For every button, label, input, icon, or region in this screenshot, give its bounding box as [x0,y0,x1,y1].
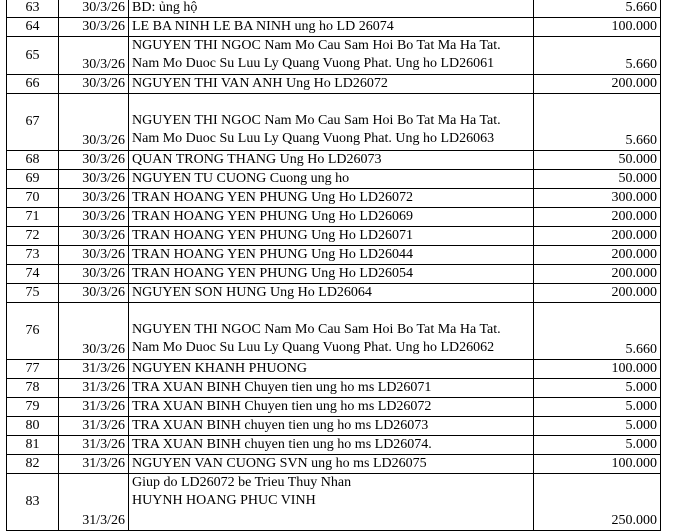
row-number: 77 [7,360,59,379]
row-number: 72 [7,227,59,246]
table-row [7,436,661,455]
table-row [7,360,661,379]
table-row [7,227,661,246]
description-line: TRAN HOANG YEN PHUNG Ung Ho LD26054 [132,266,414,281]
transaction-description [129,246,534,265]
description-line: Nam Mo Duoc Su Luu Ly Quang Vuong Phat. Ung ho LD26063 [132,131,495,146]
table-row [7,265,661,284]
transaction-description [129,75,534,94]
description-line: QUAN TRONG THANG Ung Ho LD26073 [132,152,382,167]
transaction-description [129,436,534,455]
description-line: TRA XUAN BINH chuyen tien ung ho ms LD26073 [132,418,429,433]
transaction-amount: 200.000 [534,75,661,94]
transaction-description [129,208,534,227]
description-line: NGUYEN KHANH PHUONG [132,361,307,376]
transaction-date: 30/3/26 [59,37,129,75]
table-row [7,208,661,227]
transaction-date: 30/3/26 [59,151,129,170]
table-row [7,303,661,360]
table-row [7,474,661,531]
description-line: Giup do LD26072 be Trieu Thuy Nhan [132,475,352,490]
transaction-amount: 100.000 [534,360,661,379]
transaction-date: 30/3/26 [59,303,129,360]
row-number: 76 [7,303,59,360]
table-row [7,455,661,474]
description-line: NGUYEN TU CUONG Cuong ung ho [132,171,350,186]
ledger-body [7,0,661,531]
transaction-date: 30/3/26 [59,75,129,94]
table-row [7,94,661,151]
row-number: 67 [7,94,59,151]
row-number: 82 [7,455,59,474]
transaction-description [129,265,534,284]
description-line: LE BA NINH LE BA NINH ung ho LD 26074 [132,19,394,34]
row-number: 66 [7,75,59,94]
table-row [7,379,661,398]
transaction-amount: 5.000 [534,436,661,455]
transaction-description [129,18,534,37]
transaction-description [129,37,534,75]
transaction-description [129,303,534,360]
transaction-date: 30/3/26 [59,208,129,227]
transaction-description [129,227,534,246]
table-row [7,0,661,18]
description-line: TRAN HOANG YEN PHUNG Ung Ho LD26071 [132,228,414,243]
transaction-amount: 200.000 [534,208,661,227]
transaction-amount: 50.000 [534,170,661,189]
transaction-date: 31/3/26 [59,436,129,455]
transaction-description [129,360,534,379]
row-number: 78 [7,379,59,398]
transaction-amount: 5.660 [534,37,661,75]
transaction-description [129,170,534,189]
description-line: Nam Mo Duoc Su Luu Ly Quang Vuong Phat. Ung ho LD26062 [132,340,495,355]
description-line: TRA XUAN BINH chuyen tien ung ho ms LD26074. [132,437,432,452]
description-line: TRA XUAN BINH Chuyen tien ung ho ms LD26071 [132,380,432,395]
transaction-amount: 5.000 [534,398,661,417]
description-line: TRAN HOANG YEN PHUNG Ung Ho LD26069 [132,209,414,224]
transaction-date: 31/3/26 [59,455,129,474]
row-number: 73 [7,246,59,265]
transaction-date: 30/3/26 [59,18,129,37]
description-line: BD: ủng hộ [132,0,198,15]
transaction-amount: 200.000 [534,227,661,246]
transaction-description [129,189,534,208]
transaction-amount: 5.000 [534,417,661,436]
transaction-date: 30/3/26 [59,94,129,151]
description-line: Nam Mo Duoc Su Luu Ly Quang Vuong Phat. Ung ho LD26061 [132,56,495,71]
row-number: 69 [7,170,59,189]
description-line: TRA XUAN BINH Chuyen tien ung ho ms LD26072 [132,399,432,414]
row-number: 81 [7,436,59,455]
description-line: NGUYEN THI NGOC Nam Mo Cau Sam Hoi Bo Tat Ma Ha Tat. [132,322,501,337]
transaction-amount: 5.660 [534,303,661,360]
donation-ledger-table [6,0,661,531]
row-number: 64 [7,18,59,37]
transaction-amount: 200.000 [534,265,661,284]
transaction-description [129,455,534,474]
row-number: 74 [7,265,59,284]
transaction-description [129,94,534,151]
transaction-description [129,284,534,303]
transaction-date: 31/3/26 [59,360,129,379]
transaction-amount: 5.000 [534,379,661,398]
table-row [7,151,661,170]
table-row [7,18,661,37]
row-number: 65 [7,37,59,75]
transaction-date: 31/3/26 [59,398,129,417]
description-line: NGUYEN VAN CUONG SVN ung ho ms LD26075 [132,456,427,471]
transaction-amount: 100.000 [534,455,661,474]
transaction-description [129,417,534,436]
transaction-amount: 250.000 [534,474,661,531]
description-line: HUYNH HOANG PHUC VINH [132,493,316,508]
table-row [7,189,661,208]
transaction-description [129,0,534,18]
row-number: 80 [7,417,59,436]
description-line: NGUYEN THI NGOC Nam Mo Cau Sam Hoi Bo Tat Ma Ha Tat. [132,113,501,128]
description-line: TRAN HOANG YEN PHUNG Ung Ho LD26044 [132,247,414,262]
table-row [7,417,661,436]
transaction-date: 30/3/26 [59,0,129,18]
transaction-amount: 5.660 [534,94,661,151]
transaction-amount: 5.660 [534,0,661,18]
transaction-amount: 100.000 [534,18,661,37]
row-number: 70 [7,189,59,208]
description-line: NGUYEN THI NGOC Nam Mo Cau Sam Hoi Bo Tat Ma Ha Tat. [132,38,501,53]
row-number: 63 [7,0,59,18]
row-number: 68 [7,151,59,170]
transaction-amount: 200.000 [534,246,661,265]
table-row [7,75,661,94]
description-line: NGUYEN THI VAN ANH Ung Ho LD26072 [132,76,388,91]
transaction-date: 30/3/26 [59,246,129,265]
table-row [7,37,661,75]
transaction-description [129,151,534,170]
transaction-amount: 50.000 [534,151,661,170]
transaction-description [129,379,534,398]
row-number: 79 [7,398,59,417]
table-row [7,170,661,189]
row-number: 83 [7,474,59,531]
transaction-date: 31/3/26 [59,417,129,436]
description-line: TRAN HOANG YEN PHUNG Ung Ho LD26072 [132,190,414,205]
transaction-date: 30/3/26 [59,265,129,284]
table-row [7,246,661,265]
transaction-date: 30/3/26 [59,227,129,246]
transaction-amount: 300.000 [534,189,661,208]
transaction-date: 30/3/26 [59,284,129,303]
transaction-date: 30/3/26 [59,189,129,208]
description-line: NGUYEN SON HUNG Ung Ho LD26064 [132,285,372,300]
table-row [7,284,661,303]
transaction-date: 31/3/26 [59,474,129,531]
transaction-amount: 200.000 [534,284,661,303]
transaction-date: 30/3/26 [59,170,129,189]
row-number: 71 [7,208,59,227]
transaction-date: 31/3/26 [59,379,129,398]
transaction-description [129,474,534,531]
row-number: 75 [7,284,59,303]
table-row [7,398,661,417]
transaction-description [129,398,534,417]
